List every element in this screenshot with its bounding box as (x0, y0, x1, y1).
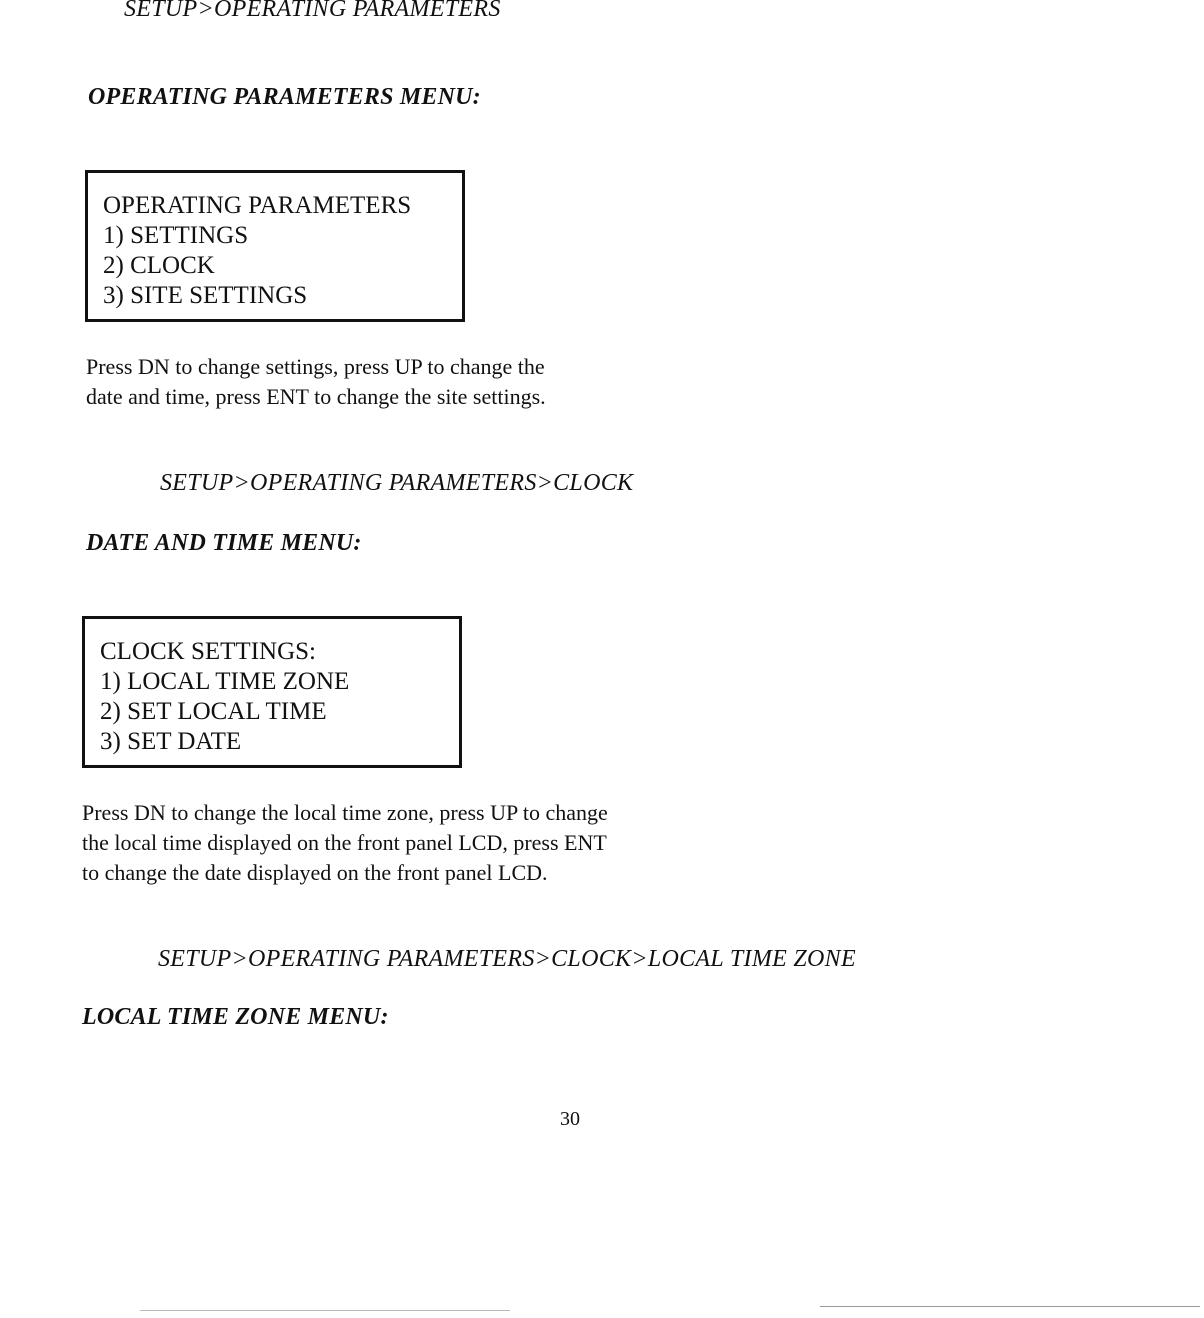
lcd-line-option-1: 1) LOCAL TIME ZONE (100, 668, 350, 695)
breadcrumb-path-operating-parameters: SETUP>OPERATING PARAMETERS (124, 0, 501, 22)
description-operating-parameters (86, 352, 546, 412)
section-heading-date-and-time: DATE AND TIME MENU: (86, 530, 362, 556)
lcd-line-title: CLOCK SETTINGS: (100, 638, 316, 665)
lcd-line-option-3: 3) SITE SETTINGS (103, 282, 308, 309)
page-number: 30 (560, 1108, 580, 1130)
lcd-display-clock-settings (82, 616, 462, 768)
breadcrumb-path-local-time-zone: SETUP>OPERATING PARAMETERS>CLOCK>LOCAL TIME ZONE (158, 946, 856, 972)
description-line: date and time, press ENT to change the site settings. (86, 384, 546, 409)
section-heading-local-time-zone: LOCAL TIME ZONE MENU: (82, 1004, 389, 1030)
lcd-line-option-3: 3) SET DATE (100, 728, 242, 755)
description-line: Press DN to change the local time zone, press UP to change (82, 800, 608, 825)
lcd-display-operating-parameters (85, 170, 465, 322)
lcd-line-title: OPERATING PARAMETERS (103, 192, 412, 219)
scan-artifact-line (820, 1306, 1200, 1307)
lcd-line-option-2: 2) CLOCK (103, 252, 215, 279)
description-line: Press DN to change settings, press UP to change the (86, 354, 545, 379)
section-heading-operating-parameters: OPERATING PARAMETERS MENU: (88, 84, 481, 110)
description-line: to change the date displayed on the front panel LCD. (82, 860, 548, 885)
lcd-line-option-2: 2) SET LOCAL TIME (100, 698, 327, 725)
lcd-line-option-1: 1) SETTINGS (103, 222, 249, 249)
description-clock-settings (82, 798, 608, 888)
scan-artifact-line (140, 1310, 510, 1311)
breadcrumb-path-clock: SETUP>OPERATING PARAMETERS>CLOCK (160, 470, 634, 496)
description-line: the local time displayed on the front panel LCD, press ENT (82, 830, 607, 855)
